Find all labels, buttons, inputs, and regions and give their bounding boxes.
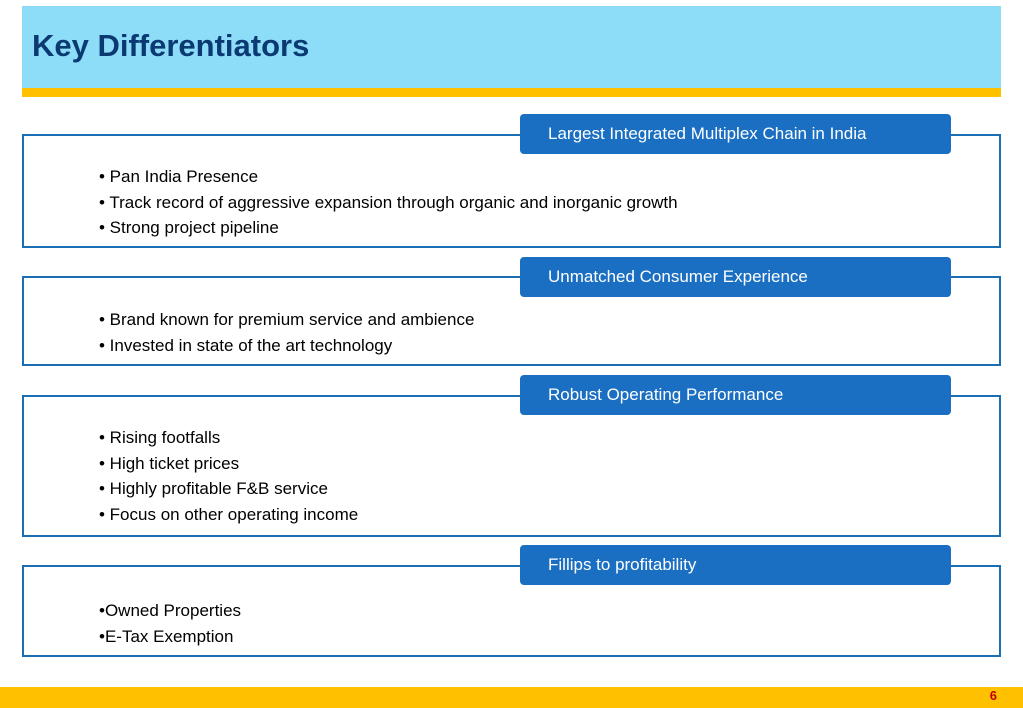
section-heading-largest-multiplex-chain: Largest Integrated Multiplex Chain in India: [520, 114, 951, 154]
section-heading-fillips-to-profitability: Fillips to profitability: [520, 545, 951, 585]
title-banner: [22, 6, 1001, 88]
bullet-list: [99, 164, 678, 241]
section-heading-operating-performance: Robust Operating Performance: [520, 375, 951, 415]
footer-bar: [0, 687, 1023, 708]
bullet-item: • Invested in state of the art technology: [99, 335, 393, 355]
bullet-item: • Highly profitable F&B service: [99, 479, 328, 498]
bullet-list: [99, 307, 474, 358]
bullet-list: [99, 425, 358, 527]
page-title: Key Differentiators: [32, 28, 310, 63]
bullet-item: • Pan India Presence: [99, 167, 259, 186]
bullet-item: • Focus on other operating income: [99, 504, 359, 524]
section-heading-consumer-experience: Unmatched Consumer Experience: [520, 257, 951, 297]
bullet-item: • Rising footfalls: [99, 428, 221, 447]
title-underline-bar: [22, 88, 1001, 97]
bullet-item: • Brand known for premium service and ambience: [99, 310, 475, 329]
bullet-list: [99, 598, 241, 649]
page-number: 6: [989, 688, 997, 703]
section-panel-operating-performance: [22, 395, 1001, 537]
bullet-item: • Track record of aggressive expansion through organic and inorganic growth: [99, 192, 678, 212]
bullet-item: •Owned Properties: [99, 601, 242, 620]
bullet-item: •E-Tax Exemption: [99, 626, 234, 646]
bullet-item: • Strong project pipeline: [99, 218, 279, 237]
bullet-item: • High ticket prices: [99, 453, 240, 473]
